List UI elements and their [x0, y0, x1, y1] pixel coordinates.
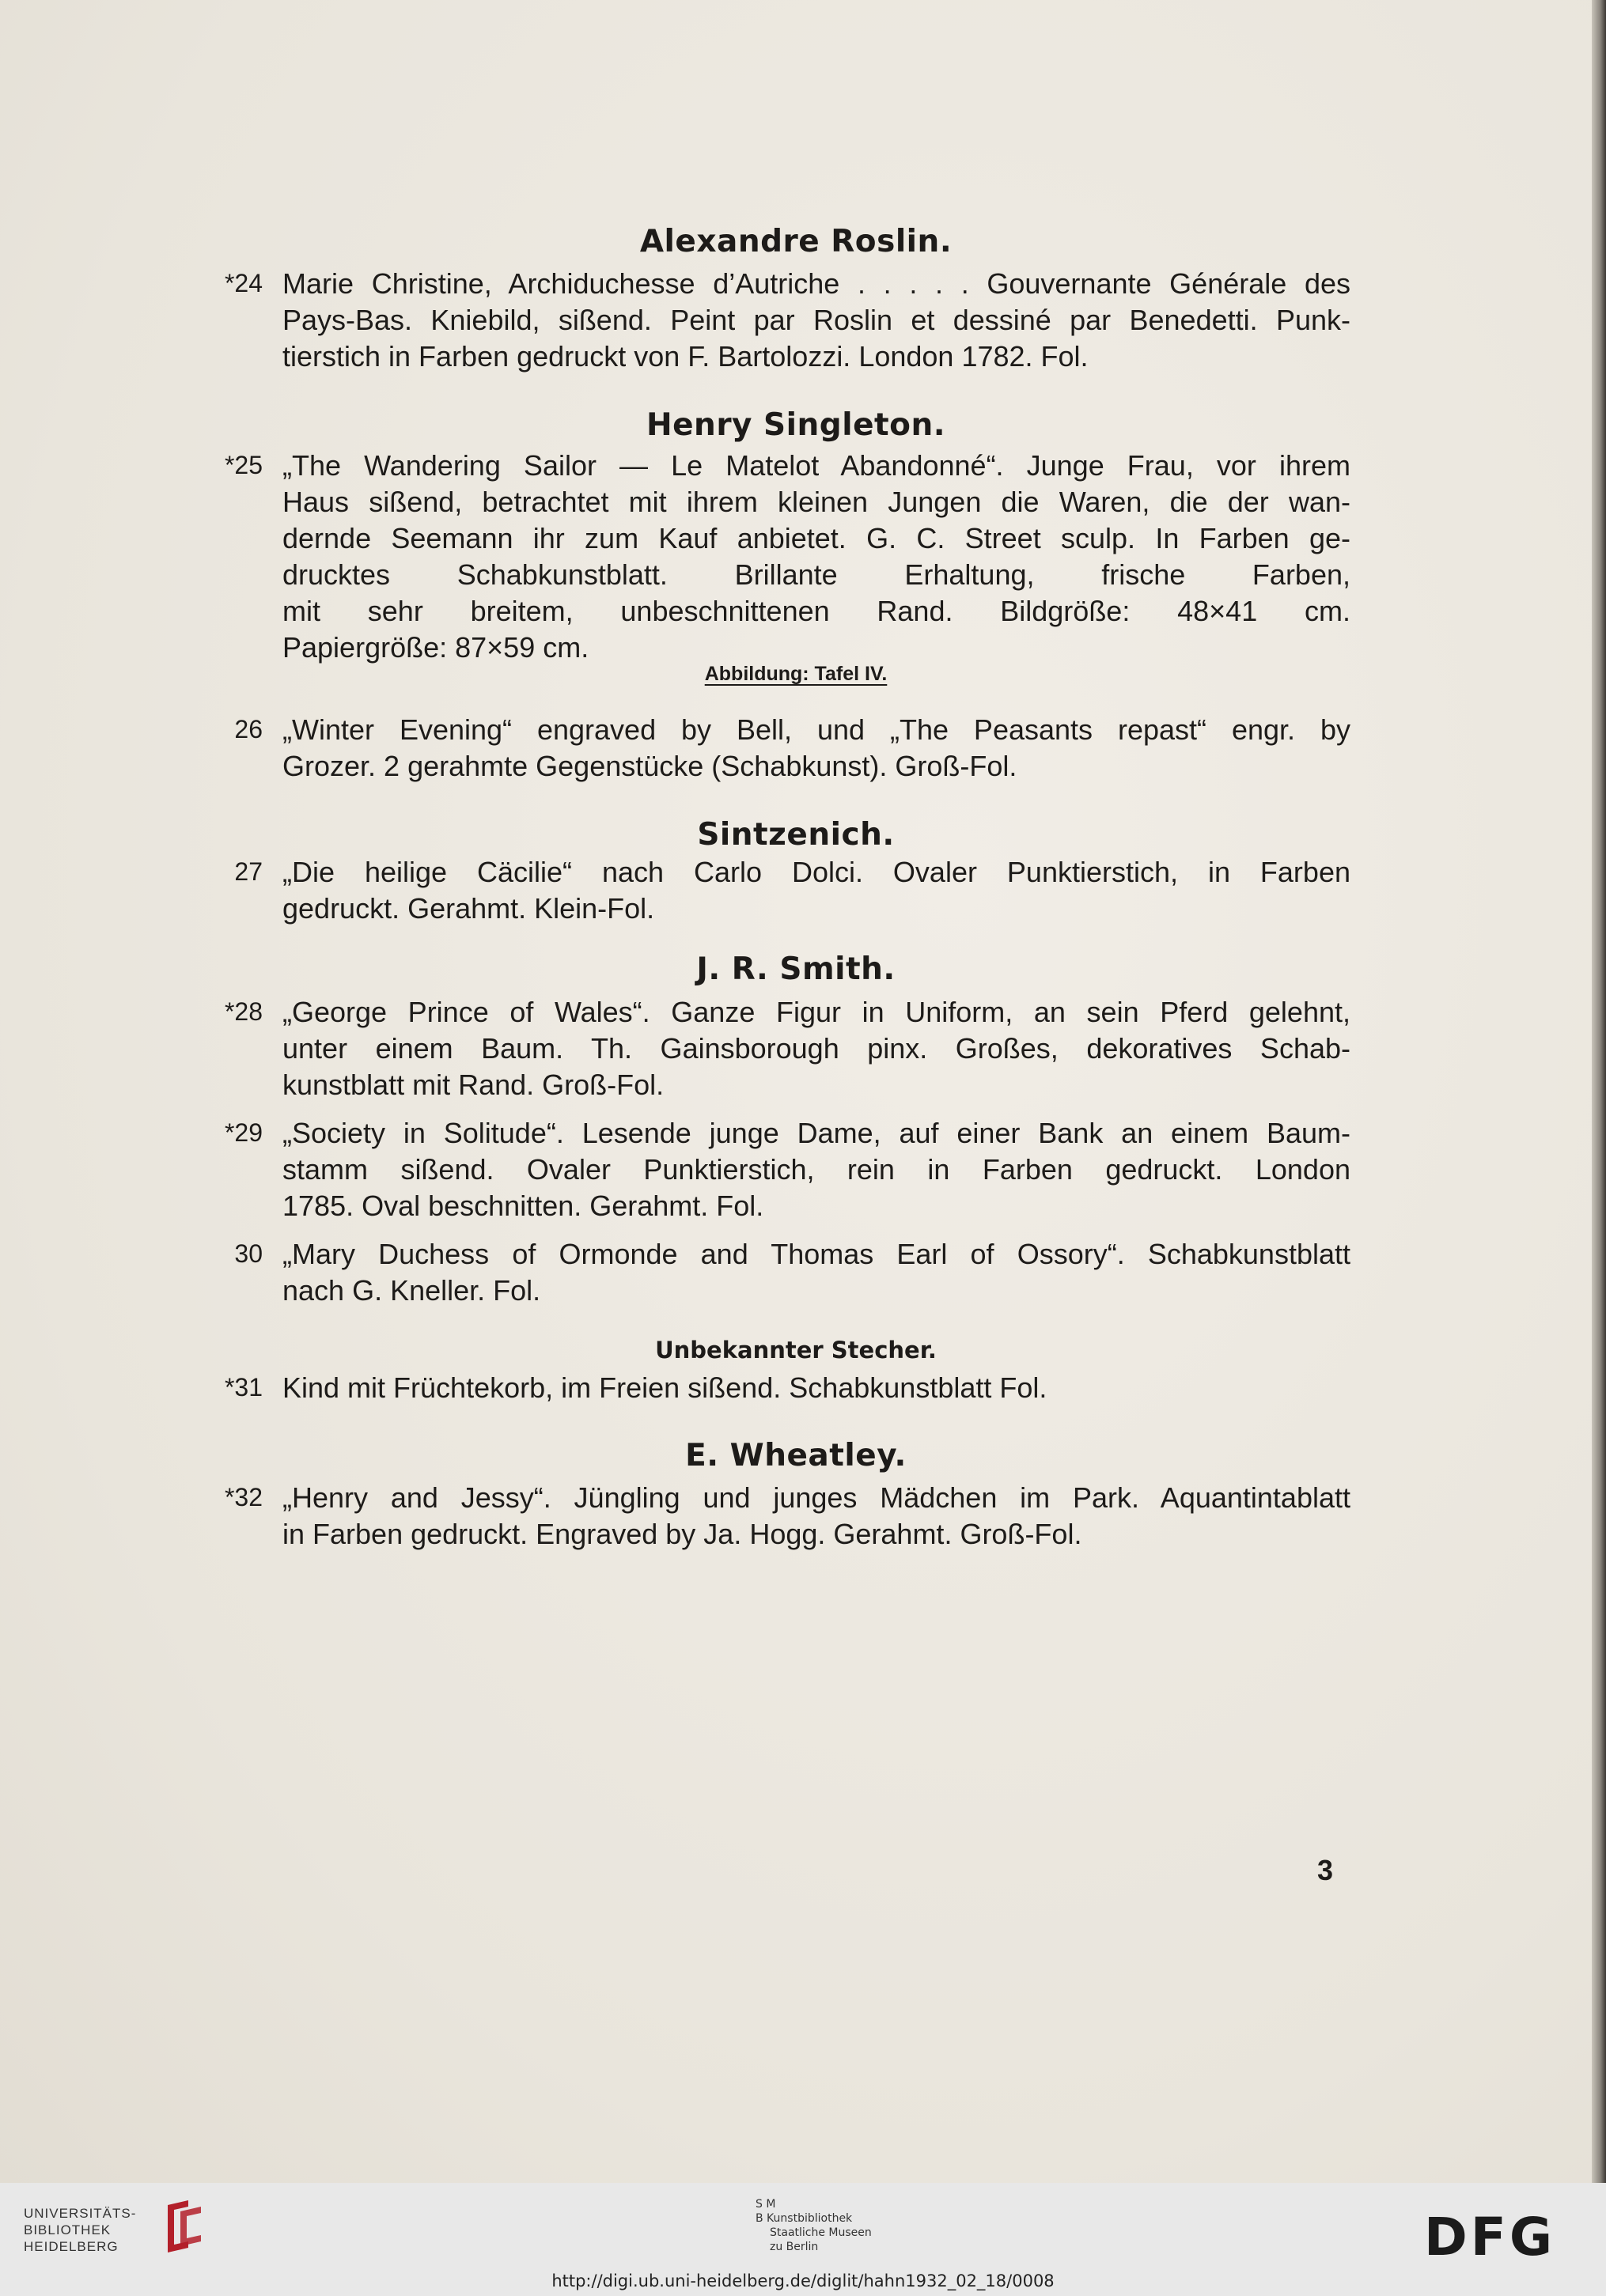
- artist-heading-unknown: Unbekannter Stecher.: [655, 1337, 937, 1364]
- entry-number: 26: [234, 715, 263, 743]
- entry-line: unter einem Baum. Th. Gainsborough pinx. Großes, dekoratives Schab-: [282, 1032, 1350, 1065]
- page-number: 3: [1316, 1854, 1334, 1886]
- entry-line: Grozer. 2 gerahmte Gegenstücke (Schabkunst). Groß-Fol.: [282, 750, 1017, 782]
- entry-line: dernde Seemann ihr zum Kauf anbietet. G. C. Street sculp. In Farben ge-: [282, 522, 1350, 554]
- entry-text: [282, 1480, 1350, 1553]
- library-footer: [0, 2183, 1606, 2296]
- smb-line: B Kunstbibliothek: [756, 2212, 853, 2225]
- entry-line: drucktes Schabkunstblatt. Brillante Erhaltung, frische Farben,: [282, 558, 1350, 591]
- entry-line: „George Prince of Wales“. Ganze Figur in Uniform, an sein Pferd gelehnt,: [282, 996, 1350, 1028]
- university-name-line: UNIVERSITÄTS-: [24, 2206, 137, 2221]
- entry-number: *28: [224, 997, 263, 1026]
- entry-number: 30: [234, 1239, 263, 1268]
- entry-text: [282, 1115, 1350, 1224]
- heidelberg-university-library-logo[interactable]: [24, 2199, 206, 2274]
- entry-line: „Society in Solitude“. Lesende junge Dame, auf einer Bank an einem Baum-: [282, 1117, 1350, 1149]
- entry-text: [282, 1236, 1350, 1309]
- entry-line: mit sehr breitem, unbeschnittenen Rand. Bildgröße: 48×41 cm.: [282, 595, 1350, 627]
- entry-line: „Mary Duchess of Ormonde and Thomas Earl of Ossory“. Schabkunstblatt: [282, 1238, 1350, 1270]
- entry-line: „Winter Evening“ engraved by Bell, und „The Peasants repast“ engr. by: [282, 713, 1350, 746]
- dfg-logo[interactable]: DFG: [1424, 2207, 1556, 2268]
- entry-line: tierstich in Farben gedruckt von F. Bartolozzi. London 1782. Fol.: [282, 340, 1089, 373]
- artist-heading-wheatley: E. Wheatley.: [685, 1438, 907, 1473]
- university-name-line: HEIDELBERG: [24, 2239, 119, 2254]
- entry-number: *29: [224, 1118, 263, 1147]
- entry-text: [282, 712, 1350, 785]
- smb-line: zu Berlin: [770, 2241, 819, 2253]
- plate-reference: Abbildung: Tafel IV.: [704, 663, 888, 685]
- entry-text: [282, 266, 1350, 375]
- entry-number: *32: [224, 1483, 263, 1511]
- university-name-line: BIBLIOTHEK: [24, 2222, 112, 2237]
- page-edge: [1592, 0, 1606, 2183]
- entry-line: stamm sißend. Ovaler Punktierstich, rein in Farben gedruckt. London: [282, 1153, 1350, 1186]
- entry-number: *24: [224, 269, 263, 297]
- smb-line: S M: [756, 2198, 776, 2211]
- entry-line: in Farben gedruckt. Engraved by Ja. Hogg. Gerahmt. Groß-Fol.: [282, 1518, 1082, 1550]
- smb-line: Staatliche Museen: [770, 2226, 872, 2239]
- entry-line: Haus sißend, betrachtet mit ihrem kleinen Jungen die Waren, die der wan-: [282, 486, 1350, 518]
- permalink-url[interactable]: http://digi.ub.uni-heidelberg.de/diglit/hahn1932_02_18/0008: [551, 2271, 1055, 2290]
- entry-number: *25: [224, 451, 263, 479]
- university-name: [24, 2205, 154, 2255]
- entry-line: „Die heilige Cäcilie“ nach Carlo Dolci. Ovaler Punktierstich, in Farben: [282, 856, 1350, 888]
- entry-text: [282, 994, 1350, 1103]
- entry-line: Papiergröße: 87×59 cm.: [282, 631, 589, 664]
- entry-number: 27: [234, 857, 263, 886]
- entry-number: *31: [224, 1373, 263, 1401]
- entry-line: Pays-Bas. Kniebild, sißend. Peint par Roslin et dessiné par Benedetti. Punk-: [282, 304, 1350, 336]
- artist-heading-roslin: Alexandre Roslin.: [639, 224, 953, 259]
- entry-line: „Henry and Jessy“. Jüngling und junges Mädchen im Park. Aquantintablatt: [282, 1481, 1350, 1514]
- entry-line: Marie Christine, Archiduchesse d’Autriche . . . . . Gouvernante Générale des: [282, 267, 1350, 300]
- artist-heading-smith: J. R. Smith.: [696, 951, 896, 987]
- entry-line: gedruckt. Gerahmt. Klein-Fol.: [282, 892, 655, 925]
- library-emblem-icon: [157, 2199, 206, 2254]
- entry-text: [282, 854, 1350, 927]
- entry-text: [282, 1370, 1350, 1406]
- smb-kunstbibliothek-logo[interactable]: [756, 2197, 930, 2254]
- entry-line: „The Wandering Sailor — Le Matelot Abandonné“. Junge Frau, vor ihrem: [282, 449, 1350, 482]
- entry-text: [282, 448, 1350, 666]
- entry-line: Kind mit Früchtekorb, im Freien sißend. Schabkunstblatt Fol.: [282, 1371, 1047, 1404]
- entry-line: nach G. Kneller. Fol.: [282, 1274, 541, 1307]
- entry-line: 1785. Oval beschnitten. Gerahmt. Fol.: [282, 1190, 764, 1222]
- artist-heading-singleton: Henry Singleton.: [646, 407, 946, 443]
- entry-line: kunstblatt mit Rand. Groß-Fol.: [282, 1069, 665, 1101]
- artist-heading-sintzenich: Sintzenich.: [697, 817, 895, 853]
